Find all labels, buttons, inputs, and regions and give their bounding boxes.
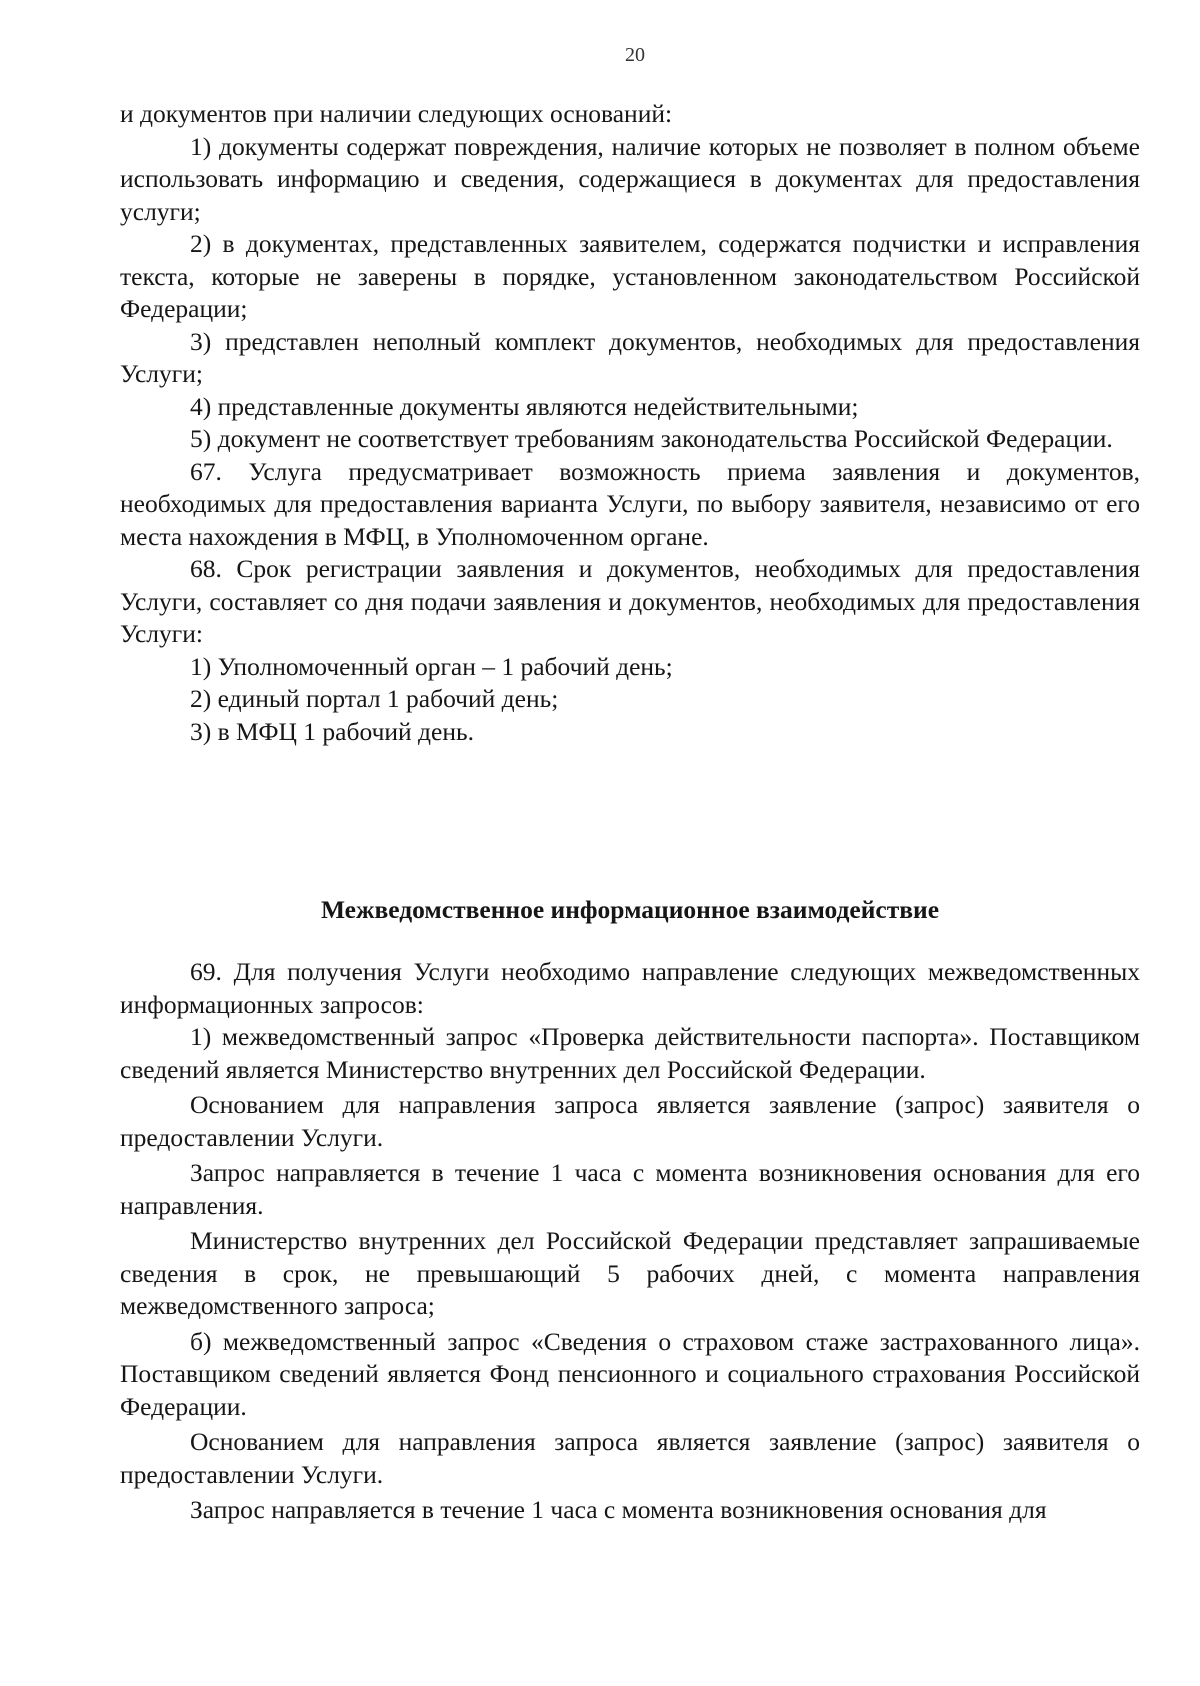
page-number: 20 — [625, 44, 645, 66]
body-text-top — [120, 98, 1140, 748]
paragraph: 1) документы содержат повреждения, наличие которых не позволяет в полном объеме использовать информацию и сведения, содержащиеся в документах для предоставления услуги; — [120, 131, 1140, 226]
body-text-section — [120, 956, 1140, 1527]
paragraph: б) межведомственный запрос «Сведения о страховом стаже застрахованного лица». Поставщиком сведений является Фонд пенсионного и социального страхования Российской Федерации. — [120, 1326, 1140, 1421]
paragraph: Основанием для направления запроса является заявление (запрос) заявителя о предоставлении Услуги. — [120, 1090, 1140, 1152]
paragraph: Министерство внутренних дел Российской Федерации представляет запрашиваемые сведения в срок, не превышающий 5 рабочих дней, с момента направления межведомственного запроса; — [120, 1226, 1140, 1320]
paragraph: 2) в документах, представленных заявителем, содержатся подчистки и исправления текста, которые не заверены в порядке, установленном законодательством Российской Федерации; — [120, 229, 1140, 323]
paragraph: 67. Услуга предусматривает возможность приема заявления и документов, необходимых для предоставления варианта Услуги, по выбору заявителя, независимо от его места нахождения в МФЦ, в Уполномоченном органе. — [120, 456, 1140, 551]
paragraph: 69. Для получения Услуги необходимо направление следующих межведомственных информационных запросов: — [120, 957, 1140, 1019]
paragraph: Запрос направляется в течение 1 часа с момента возникновения основания для его направления. — [120, 1158, 1140, 1220]
paragraph: Запрос направляется в течение 1 часа с момента возникновения основания для — [190, 1495, 1047, 1524]
paragraph: 5) документ не соответствует требованиям законодательства Российской Федерации. — [190, 424, 1113, 453]
paragraph: Основанием для направления запроса является заявление (запрос) заявителя о предоставлении Услуги. — [120, 1427, 1140, 1489]
paragraph: 2) единый портал 1 рабочий день; — [190, 684, 559, 713]
paragraph: 1) межведомственный запрос «Проверка действительности паспорта». Поставщиком сведений является Министерство внутренних дел Российской Федерации. — [120, 1022, 1140, 1084]
paragraph: 3) в МФЦ 1 рабочий день. — [190, 716, 474, 746]
section-heading: Межведомственное информационное взаимодействие — [320, 895, 940, 924]
paragraph: 4) представленные документы являются недействительными; — [190, 391, 859, 421]
paragraph: 1) Уполномоченный орган – 1 рабочий день; — [190, 651, 673, 681]
paragraph: 68. Срок регистрации заявления и документов, необходимых для предоставления Услуги, составляет со дня подачи заявления и документов, необходимых для предоставления Услуги: — [120, 554, 1140, 648]
paragraph: и документов при наличии следующих оснований: — [120, 99, 673, 128]
paragraph: 3) представлен неполный комплект документов, необходимых для предоставления Услуги; — [120, 326, 1140, 388]
